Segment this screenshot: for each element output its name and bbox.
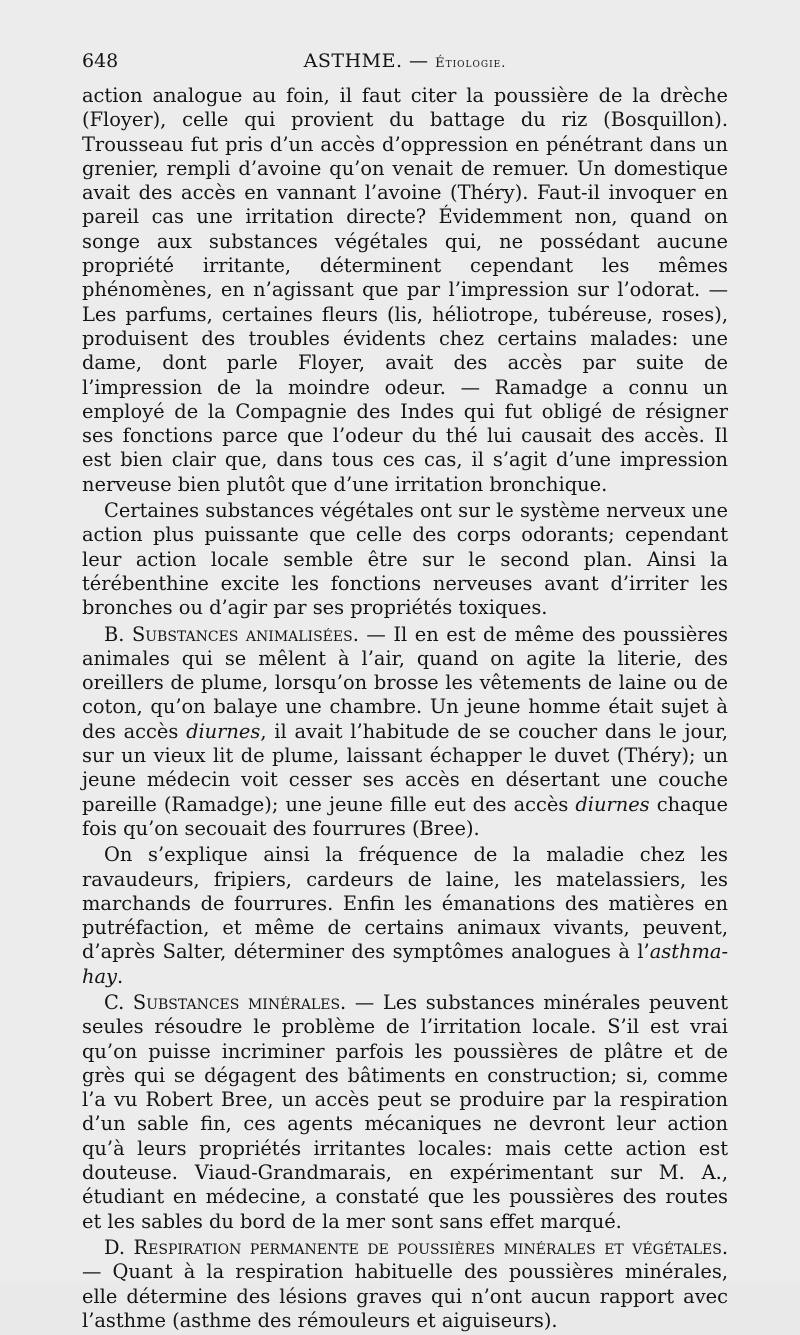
paragraph-mineral-substances	[82, 991, 728, 1234]
paragraph-vegetal-dusts: action analogue au foin, il faut citer la poussière de la drèche (Floyer), celle qui provient du battage du riz (Bosquillon). Trousseau fut pris d’un accès d’oppression en pénétrant dans un grenier, rempli d’avoine qu’on venait de remuer. Un domestique avait des accès en vannant l’avoine (Théry). Faut-il invoquer en pareil cas une irritation directe? Évidemment non, quand on songe aux substances végétales qui, ne possédant aucune propriété irritante, déterminent cependant les mêmes phénomènes, en n’agissant que par l’impression sur l’odorat. — Les parfums, certaines fleurs (lis, héliotrope, tubéreuse, roses), produisent des troubles évidents chez certains malades: une dame, dont parle Floyer, avait des accès par suite de l’impression de la moindre odeur. — Ramadge a connu un employé de la Compagnie des Indes qui fut obligé de résigner ses fonctions parce que l’odeur du thé lui causait des accès. Il est bien clair que, dans tous ces cas, il s’agit d’une impression nerveuse bien plutôt que d’une irritation bronchique.	[82, 84, 728, 496]
paragraph-vegetal-substances: Certaines substances végétales ont sur le système nerveux une action plus puissante que celle des corps odorants; cependant leur action locale semble être sur le second plan. Ainsi la térébenthine excite les fonctions nerveuses avant d’irriter les bronches ou d’agir par ses propriétés toxiques.	[82, 499, 728, 620]
paragraph-text: , il avait l’habitude de se coucher dans le jour, sur un vieux lit de plume, laissant échapper le duvet (Théry); un jeune médecin voit cesser ses accès en désertant une couche pareille (Ramadge); une jeune fille eut des accès	[82, 719, 728, 816]
paragraph-text: chaque fois qu’on secouait des fourrures (Bree).	[82, 792, 728, 840]
section-label-c: C. Substances minérales.	[104, 990, 347, 1014]
section-label-d: D. Respiration permanente de poussières minérales et végétales.	[104, 1235, 728, 1259]
paragraph-animal-substances	[82, 623, 728, 842]
page-header	[82, 50, 728, 78]
section-label-b: B. Substances animalisées.	[104, 622, 359, 646]
running-head-section: Étiologie.	[435, 56, 507, 71]
italic-term: diurnes	[186, 719, 261, 743]
paragraph-text: — Il en est de même des poussières animales qui se mêlent à l’air, quand on agite la literie, des oreillers de plume, lorsqu’on brosse les vêtements de laine ou de coton, qu’on balaye une chambre. Un jeune homme était sujet à des accès	[82, 622, 728, 743]
paragraph-text: — Quant à la respiration habituelle des poussières minérales, elle détermine des lésions graves qui n’ont aucun rapport avec l’asthme (asthme des rémouleurs et aiguiseurs).	[82, 1260, 728, 1332]
italic-term: diurnes	[575, 792, 650, 816]
paragraph-text: — Les substances minérales peuvent seules résoudre le problème de l’irritation locale. S’il est vrai qu’on puisse incriminer parfois les poussières de plâtre et de grès qui se dégagent des bâtiments en construction; si, comme l’a vu Robert Bree, un accès peut se produire par la respiration d’un sable fin, ces agents mécaniques ne devront leur action qu’à leurs propriétés irritantes locales: mais cette action est douteuse. Viaud-Grandmarais, en expérimentant sur M. A., étudiant en médecine, a constaté que les poussières des routes et les sables du bord de la mer sont sans effet marqué.	[82, 990, 729, 1233]
page-number: 648	[82, 50, 119, 72]
page-body	[82, 84, 728, 1335]
paragraph-trades	[82, 843, 728, 989]
running-head-title: ASTHME.	[303, 50, 403, 72]
paragraph-permanent-respiration	[82, 1236, 728, 1333]
paragraph-text: .	[117, 964, 124, 988]
running-head	[82, 50, 728, 72]
italic-term: asthma-hay	[82, 940, 728, 988]
paragraph-text: On s’explique ainsi la fréquence de la maladie chez les ravaudeurs, fripiers, cardeurs de laine, les matelassiers, les marchands de fourrures. Enfin les émanations des matières en putréfaction, et même de certains animaux vivants, peuvent, d’après Salter, déterminer des symptômes analogues à l’	[82, 843, 728, 964]
running-head-dash: —	[402, 50, 436, 72]
